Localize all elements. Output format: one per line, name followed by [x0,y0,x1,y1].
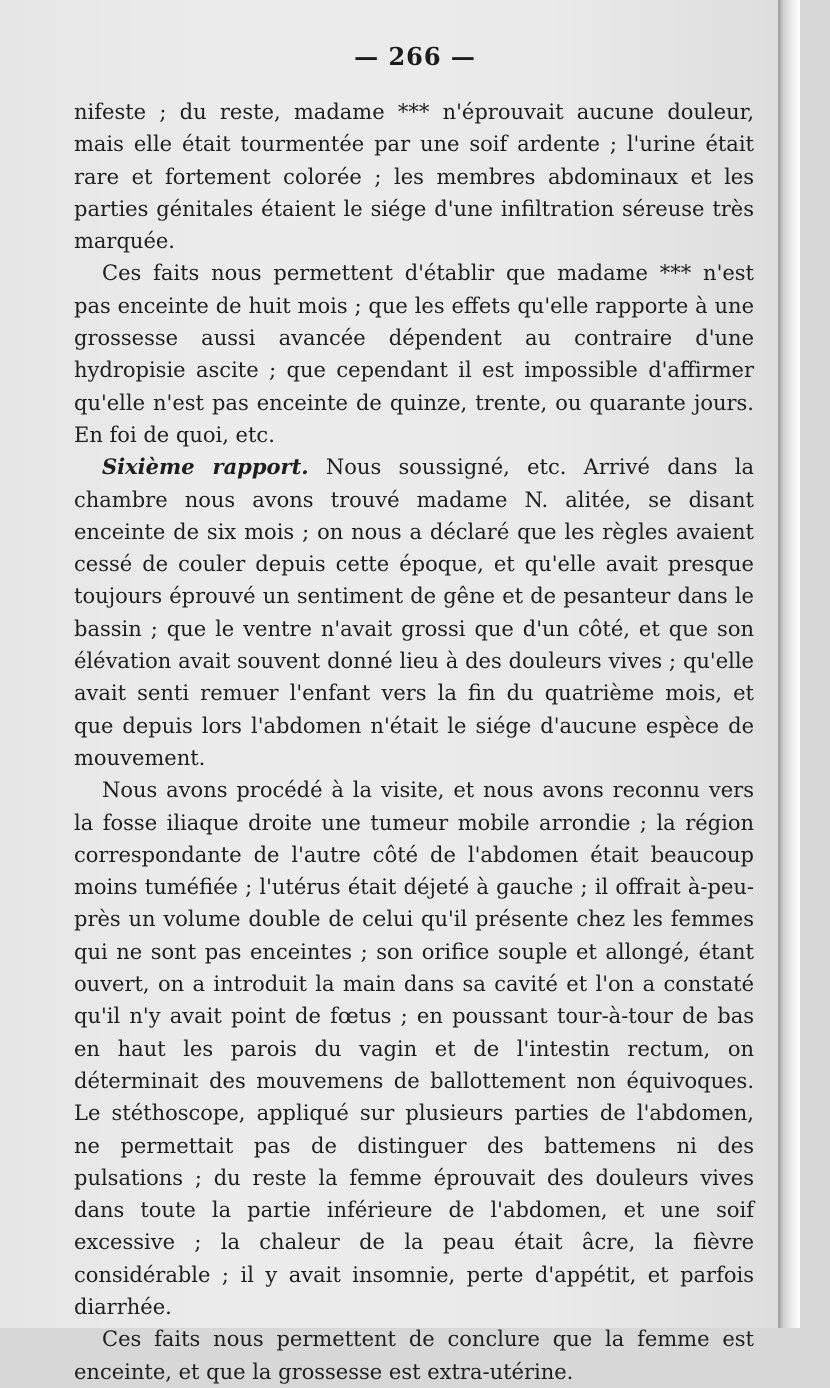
section-heading: Sixième rapport. [102,454,309,480]
paragraph-5: Ces faits nous permettent de conclure que la femme est enceinte, et que la grossesse est extra-utérine. [74,1327,754,1384]
page-number: — 266 — [354,42,476,71]
paragraph-2: Ces faits nous permettent d'établir que madame *** n'est pas enceinte de huit mois ; que les effets qu'elle rapporte à une grossesse aussi avancée dépendent au contraire d'une hydropisie ascite ; que cependant il est impossible d'affirmer qu'elle n'est pas enceinte de quinze, trente, ou quarante jours. En foi de quoi, etc. [74,261,754,447]
paragraph-3 [74,451,754,774]
binding-gutter [778,0,800,1328]
paragraph-1: nifeste ; du reste, madame *** n'éprouvait aucune douleur, mais elle était tourmentée par une soif ardente ; l'urine était rare et fortement colorée ; les membres abdominaux et les parties génitales étaient le siége d'une infiltration séreuse très marquée. [74,100,754,254]
paragraph-3-text: Nous soussigné, etc. Arrivé dans la chambre nous avons trouvé madame N. alitée, se disant enceinte de six mois ; on nous a déclaré que les règles avaient cessé de couler depuis cette époque, et qu'elle avait presque toujours éprouvé un sentiment de gêne et de pesanteur dans le bassin ; que le ventre n'avait grossi que d'un côté, et que son élévation avait souvent donné lieu à des douleurs vives ; qu'elle avait senti remuer l'enfant vers la fin du quatrième mois, et que depuis lors l'abdomen n'était le siége d'aucune espèce de mouvement. [74,455,754,770]
page-body [74,96,754,1388]
paragraph-4: Nous avons procédé à la visite, et nous avons reconnu vers la fosse iliaque droite une tumeur mobile arrondie ; la région correspondante de l'autre côté de l'abdomen était beaucoup moins tuméfiée ; l'utérus était déjeté à gauche ; il offrait à-peu-près un volume double de celui qu'il présente chez les femmes qui ne sont pas enceintes ; son orifice souple et allongé, étant ouvert, on a introduit la main dans sa cavité et l'on a constaté qu'il n'y avait point de fœtus ; en poussant tour-à-tour de bas en haut les parois du vagin et de l'intestin rectum, on déterminait des mouvemens de ballottement non équivoques. Le stéthoscope, appliqué sur plusieurs parties de l'abdomen, ne permettait pas de distinguer des battemens ni des pulsations ; du reste la femme éprouvait des douleurs vives dans toute la partie inférieure de l'abdomen, et une soif excessive ; la chaleur de la peau était âcre, la fièvre considérable ; il y avait insomnie, perte d'appétit, et parfois diarrhée. [74,778,754,1319]
